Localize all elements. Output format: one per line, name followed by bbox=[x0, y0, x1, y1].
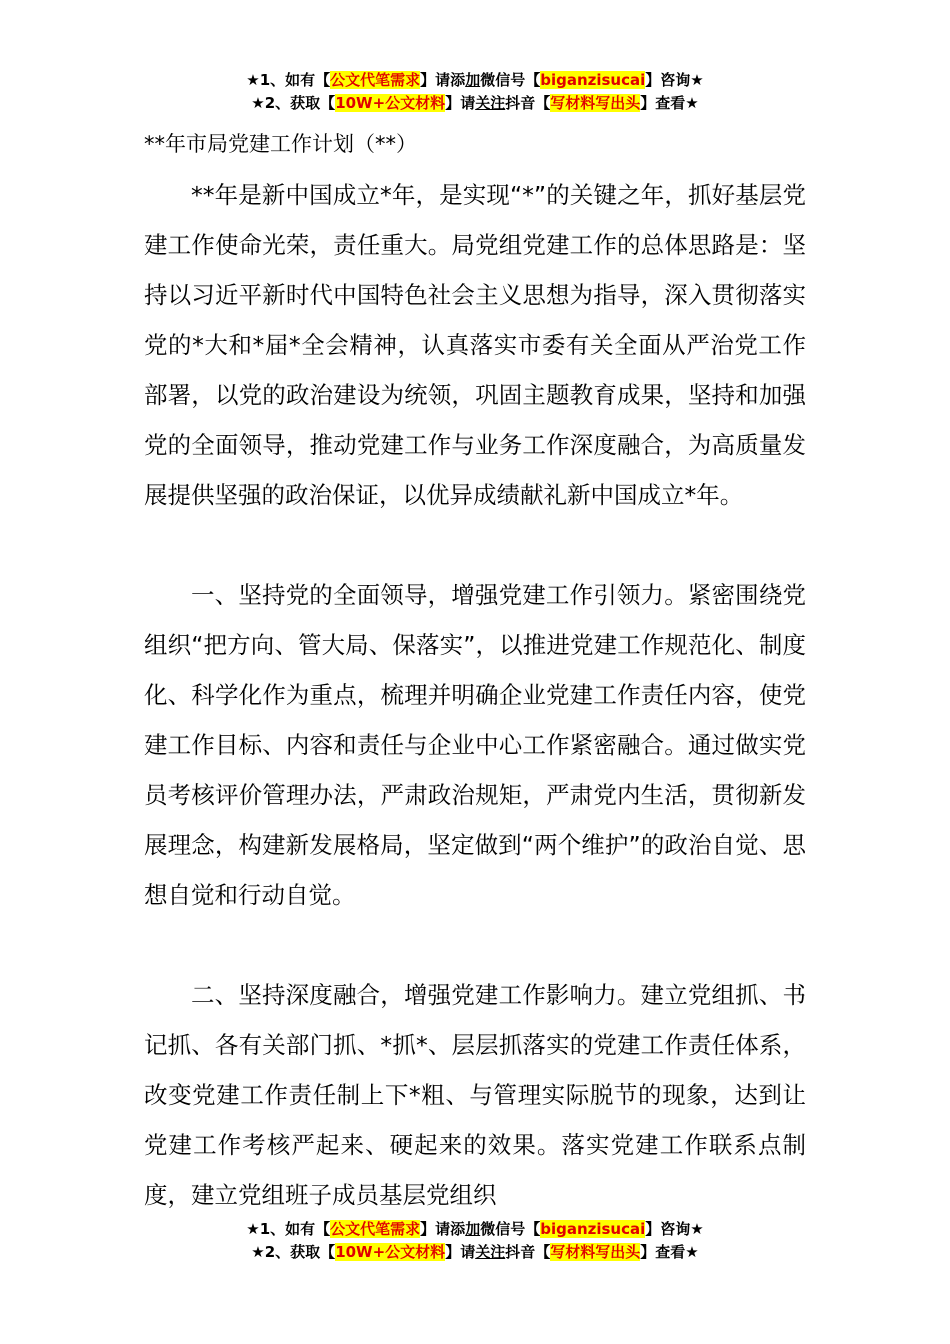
footer-line-1-mid-1: 】请添 bbox=[420, 1220, 466, 1238]
header-line-1-mid-2: 微信号【 bbox=[480, 71, 541, 89]
footer-line-1-suffix: 】咨询★ bbox=[645, 1220, 704, 1238]
header-line-1-prefix: ★1、如有【 bbox=[246, 71, 331, 89]
footer-line-1-highlight-2: biganzisucai bbox=[540, 1220, 646, 1238]
header-line-1-highlight-1: 公文代笔需求 bbox=[330, 71, 421, 89]
footer-line-2-highlight-1: 10W+公文材料 bbox=[335, 1243, 446, 1261]
paragraph-section-2: 二、坚持深度融合，增强党建工作影响力。建立党组抓、书记抓、各有关部门抓、*抓*、层层抓落实的党建工作责任体系，改变党建工作责任制上下*粗、与管理实际脱节的现象，达到让党建工作考核严起来、硬起来的效果。落实党建工作联系点制度，建立党组班子成员基层党组织 bbox=[144, 981, 806, 1209]
footer-line-2-mid-2: 抖音【 bbox=[505, 1243, 551, 1261]
header-line-1 bbox=[0, 69, 950, 92]
footer-line-2-mid-1: 】请 bbox=[445, 1243, 476, 1261]
header-line-2-mid-1: 】请 bbox=[445, 94, 476, 112]
footer-line-2 bbox=[0, 1241, 950, 1264]
footer-line-1-mid-ul: 加 bbox=[465, 1220, 481, 1238]
header-banner bbox=[0, 69, 950, 115]
paragraph-section-1: 一、坚持党的全面领导，增强党建工作引领力。紧密围绕党组织“把方向、管大局、保落实”，以推进党建工作规范化、制度化、科学化作为重点，梳理并明确企业党建工作责任内容，使党建工作目标、内容和责任与企业中心工作紧密融合。通过做实党员考核评价管理办法，严肃政治规矩，严肃党内生活，贯彻新发展理念，构建新发展格局，坚定做到“两个维护”的政治自觉、思想自觉和行动自觉。 bbox=[144, 581, 806, 909]
header-line-1-mid-1: 】请添 bbox=[420, 71, 466, 89]
footer-line-1-highlight-1: 公文代笔需求 bbox=[330, 1220, 421, 1238]
footer-line-1 bbox=[0, 1218, 950, 1241]
header-line-2 bbox=[0, 92, 950, 115]
footer-line-1-mid-2: 微信号【 bbox=[480, 1220, 541, 1238]
header-line-2-mid-2: 抖音【 bbox=[505, 94, 551, 112]
footer-line-2-suffix: 】查看★ bbox=[640, 1243, 699, 1261]
footer-line-1-prefix: ★1、如有【 bbox=[246, 1220, 331, 1238]
document-title: **年市局党建工作计划（**） bbox=[144, 132, 417, 156]
header-line-2-suffix: 】查看★ bbox=[640, 94, 699, 112]
footer-line-2-mid-ul: 关注 bbox=[475, 1243, 506, 1261]
header-line-2-highlight-1: 10W+公文材料 bbox=[335, 94, 446, 112]
footer-line-2-highlight-2: 写材料写出头 bbox=[550, 1243, 641, 1261]
header-line-2-prefix: ★2、获取【 bbox=[251, 94, 336, 112]
paragraph-intro: **年是新中国成立*年，是实现“*”的关键之年，抓好基层党建工作使命光荣，责任重大。局党组党建工作的总体思路是：坚持以习近平新时代中国特色社会主义思想为指导，深入贯彻落实党的*大和*届*全会精神，认真落实市委有关全面从严治党工作部署，以党的政治建设为统领，巩固主题教育成果，坚持和加强党的全面领导，推动党建工作与业务工作深度融合，为高质量发展提供坚强的政治保证，以优异成绩献礼新中国成立*年。 bbox=[144, 181, 806, 509]
header-line-2-highlight-2: 写材料写出头 bbox=[550, 94, 641, 112]
footer-banner bbox=[0, 1218, 950, 1264]
footer-line-2-prefix: ★2、获取【 bbox=[251, 1243, 336, 1261]
header-line-1-highlight-2: biganzisucai bbox=[540, 71, 646, 89]
header-line-2-mid-ul: 关注 bbox=[475, 94, 506, 112]
header-line-1-suffix: 】咨询★ bbox=[645, 71, 704, 89]
header-line-1-mid-ul: 加 bbox=[465, 71, 481, 89]
